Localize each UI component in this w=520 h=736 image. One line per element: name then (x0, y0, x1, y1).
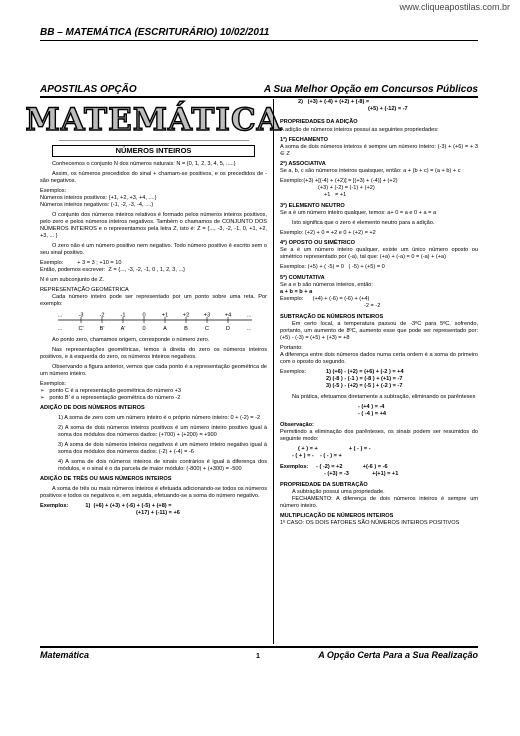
footer-subject: Matemática (40, 650, 90, 660)
number-line-value: 0 (142, 312, 146, 319)
paragraph: Observando a figura anterior, vemos que cada ponto é a representação geométrica de um número inteiro. (40, 364, 267, 377)
example-line: 1) (+6) - (+2) = (+6) + (-2 ) = +4 (326, 369, 404, 375)
property-title: 1ª) FECHAMENTO (280, 137, 328, 143)
examples-heading: Exemplos: (40, 188, 67, 194)
header-rule (40, 40, 478, 41)
paragraph: A soma de dois números inteiros é sempre um número inteiro: (-3) + (+6) = + 3 ∈ Z (280, 144, 478, 157)
subsection-title: SUBTRAÇÃO DE NÚMEROS INTEIROS (280, 314, 384, 320)
example-line: +1 = +1 (324, 192, 347, 198)
property-title: 2ª) ASSOCIATIVA (280, 161, 326, 167)
column-divider (273, 99, 274, 644)
number-line-value: +1 (161, 312, 169, 319)
formula: a + b = b + a (280, 289, 313, 295)
paragraph: Assim, os números precedidos do sinal + chamam-se positivos, e os precedidos de - são negativos. (40, 171, 267, 184)
example-line: Números inteiros positivos: {+1, +2, +3, +4, ....} (40, 195, 157, 201)
rule-item: 4) A soma de dois números inteiros de sinais contrários é igual à diferença dos módulos, e o sinal é o da parcela de maior módulo: (-800) + (+300) = -500 (58, 459, 267, 472)
number-line-value: ... (246, 312, 252, 319)
number-line-value: -1 (120, 312, 126, 319)
number-line-value: -3 (78, 312, 84, 319)
number-line-point-label: A (163, 326, 167, 332)
paragraph: Permitindo a eliminação dos parênteses, os sinais podem ser resumidos do seguinte modo: (280, 429, 478, 442)
number-line-point-label: C' (78, 326, 84, 332)
paragraph: Em certo local, a temperatura passou de -3ºC para 5ºC, sofrendo, portanto, um aumento de 8ºC, aumento esse que pode ser representado por: (+5) - (-3) = (+5) + (+3) = +8 (280, 321, 478, 341)
subsection-title: ADIÇÃO DE TRÊS OU MAIS NÚMEROS INTEIROS (40, 476, 172, 482)
number-line-point-label: B' (99, 326, 105, 332)
number-line-point-label: ... (57, 326, 63, 332)
footer-rule (40, 646, 478, 648)
number-line-point-label: C (204, 326, 210, 332)
paragraph: Nas representações geométricas, temos à direita do zero os números inteiros positivos, e à esquerda do zero, os números inteiros negativos. (40, 347, 267, 360)
subsection-title: PROPRIEDADE DA SUBTRAÇÃO (280, 482, 368, 488)
number-line-point-label: D (225, 326, 231, 332)
subsection-title: ADIÇÃO DE DOIS NÚMEROS INTEIROS (40, 405, 145, 411)
number-line-value: +4 (224, 312, 232, 319)
example-line: - ( + ) = - - ( - ) = + (292, 453, 342, 459)
paragraph: A diferença entre dois números dados numa certa ordem é a soma do primeiro com o oposto do segundo. (280, 352, 478, 365)
document-title: BB – MATEMÁTICA (ESCRITURÁRIO) 10/02/2011 (40, 27, 270, 38)
example-line: Exemplo: (+2) + 0 = +2 e 0 + (+2) = +2 (280, 230, 376, 236)
number-line-svg (40, 311, 267, 333)
example-line: Exemplo: (+4) + (-6) = (-6) + (+4) (280, 296, 370, 302)
rule-item: 1) A soma de zero com um número inteiro é o próprio número inteiro: 0 + (-2) = -2 (58, 415, 261, 421)
example-line: -2 = -2 (364, 303, 381, 309)
example-line: 2) (-8 ) - (-1 ) = (-8 ) + (+1) = -7 (326, 376, 403, 382)
example-line: (+3) + (-2) = (-1) + (+2) (318, 185, 375, 191)
paragraph: Na prática, efetuamos diretamente a subtração, eliminando os parênteses (292, 394, 476, 400)
number-line-point-label: 0 (142, 326, 146, 332)
paragraph: A soma de três ou mais números inteiros é efetuada adicionando-se todos os números positivos e todos os negativos e, em seguida, efetuando-se a soma do número negativo. (40, 486, 267, 499)
subsection-title: PROPRIEDADES DA ADIÇÃO (280, 119, 358, 125)
paragraph: Cada número inteiro pode ser representado por um ponto sobre uma reta. Por exemplo: (40, 294, 267, 307)
matematica-logo: MATEMÁTICA (59, 101, 249, 141)
example-line: Exemplos: - ( -2) = +2 +(-6 ) = -6 (280, 464, 388, 470)
paragraph: A subtração possui uma propriedade. (292, 489, 385, 495)
paragraph: O zero não é um número positivo nem negativo. Todo número positivo é escrito sem o seu sinal positivo. (40, 243, 267, 256)
example-line: Exemplos: 1) (+6) + (+3) + (-6) + (-5) + (+8) = (40, 503, 172, 509)
paragraph: N é um subconjunto de Z. (40, 277, 105, 283)
examples-heading: Exemplos: (280, 369, 307, 375)
paragraph: O conjunto dos números inteiros relativos é formado pelos números inteiros positivos, pelo zero e pelos números inteiros negativos. Também o chamamos de CONJUNTO DOS NÚMEROS INTEIROS e o representamos pela letra Z, isto é: Z = {..., -3, -2, -1, 0, +1, +2, +3, ... } (40, 212, 267, 239)
site-url[interactable]: www.cliqueapostilas.com.br (399, 2, 510, 12)
example-line: Exemplo: + 3 = 3 ; +10 = 10 (40, 260, 122, 266)
number-line-point-label: ... (246, 326, 252, 332)
right-column (280, 99, 478, 644)
paragraph: Se a é um número inteiro qualquer, temos: a+ 0 = a e 0 + a = a (280, 210, 437, 216)
note-title: Observação: (280, 422, 314, 428)
example-line: 3) (-5 ) - (+2) = (-5 ) + (-2 ) = -7 (326, 383, 403, 389)
property-title: 3ª) ELEMENTO NEUTRO (280, 203, 345, 209)
slogan-label: A Sua Melhor Opção em Concursos Públicos (263, 84, 478, 95)
rule-item: 2) A soma de dois números inteiros positivos é um número inteiro positivo igual à soma dos módulos dos números dados: (+700) + (+200) = +900 (58, 425, 267, 438)
left-column (25, 99, 282, 644)
property-title: 5ª) COMUTATIVA (280, 275, 325, 281)
example-line: Exemplos: (+5) + ( -5) = 0 ( -5) + (+5) = 0 (280, 264, 385, 270)
paragraph: Ao ponto zero, chamamos origem, corresponde o número zero. (52, 337, 210, 343)
paragraph: Isto significa que o zero é elemento neutro para a adição. (292, 220, 435, 226)
example-line: ➢ ponto C é a representação geométrica do número +3 (40, 388, 182, 394)
paragraph: Se a é um número inteiro qualquer, existe um único número oposto ou simétrico representado por (-a), tal que: (+a) + (-a) = 0 = (-a) + (+a) (280, 247, 478, 260)
example-line: ( + ) = + + ( - ) = - (298, 446, 371, 452)
paragraph: Portanto: (280, 345, 303, 351)
paragraph: A adição de números inteiros possui as seguintes propriedades: (280, 127, 439, 133)
brand-rule (40, 96, 478, 98)
rule-item: 3) A soma de dois números inteiros negativos é um número inteiro negativo igual à soma dos módulos dos números dados: (-2) + (-4) = -6 (58, 442, 267, 455)
section-title: NÚMEROS INTEIROS (52, 145, 255, 157)
paragraph: Se a e b são números inteiros, então: (280, 282, 373, 288)
example-line: (+5) + (-12) = -7 (368, 106, 408, 112)
number-line-value: ... (57, 312, 63, 319)
number-line-value: -2 (99, 312, 105, 319)
example-line: Exemplo:(+3) +[(-4) + (+2)] = [(+3) + (-4)] + (+2) (280, 178, 398, 184)
paragraph: Conhecemos o conjunto N dos números naturais: N = {0, 1, 2, 3, 4, 5, .....} (52, 161, 236, 167)
brand-label: APOSTILAS OPÇÃO (40, 84, 137, 95)
number-line-point-label: B (184, 326, 188, 332)
example-line: Números inteiros negativos: {-1, -2, -3, -4, ....} (40, 202, 154, 208)
paragraph: Se a, b, c são números inteiros quaisquer, então: a + (b + c) = (a + b) + c (280, 168, 461, 174)
example-line: (+17) + (-11) = +6 (136, 510, 180, 516)
example-line: Então, podemos escrever: Z = {..., -3, -2, -1, 0 , 1, 2, 3, ...} (40, 267, 186, 273)
paragraph: 1º CASO: OS DOIS FATORES SÃO NÚMEROS INTEIROS POSITIVOS (280, 520, 460, 526)
examples-heading: Exemplos: (40, 381, 67, 387)
example-line: - ( -4 ) = +4 (358, 411, 386, 417)
example-line: - (+4 ) = -4 (358, 404, 385, 410)
example-line: 2) (+3) + (-4) + (+2) + (-8) = (298, 99, 370, 105)
paragraph: FECHAMENTO: A diferença de dois números inteiros é sempre um número inteiro. (280, 496, 478, 509)
example-line: ➢ ponto B' é a representação geométrica do número -2 (40, 395, 181, 401)
property-title: 4ª) OPOSTO OU SIMÉTRICO (280, 240, 356, 246)
number-line-value: +2 (182, 312, 190, 319)
number-line-value: +3 (203, 312, 211, 319)
example-line: - (+3) = -3 +(+1) = +1 (324, 471, 399, 477)
number-line-figure (40, 311, 267, 333)
subsection-title: REPRESENTAÇÃO GEOMÉTRICA (40, 287, 129, 293)
footer-slogan: A Opção Certa Para a Sua Realização (318, 650, 478, 660)
subsection-title: MULTIPLICAÇÃO DE NÚMEROS INTEIROS (280, 513, 394, 519)
number-line-point-label: A' (120, 326, 126, 332)
page-number: 1 (256, 653, 260, 660)
